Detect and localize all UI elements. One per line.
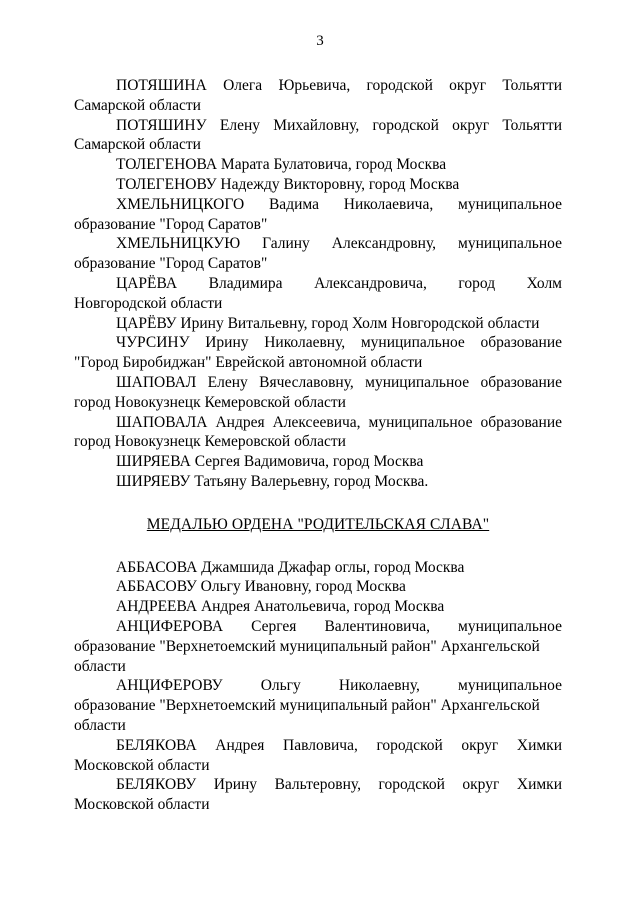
entry-continuation-line: Новгородской области [74,294,223,312]
list-item [74,333,562,373]
entry-first-line: ХМЕЛЬНИЦКУЮ Галину Александровну, муниципальное [116,235,562,253]
document-body [74,76,562,815]
list-item [74,472,562,492]
entry-continuation-line: город Новокузнецк Кемеровской области [74,433,346,451]
list-item [74,76,562,116]
entry-continuation-line: области [74,716,126,734]
entry-first-line: АББАСОВА Джамшида Джафар оглы, город Москва [116,558,465,576]
entry-continuation-line: Московской области [74,756,210,774]
entry-first-line: АНЦИФЕРОВУ Ольгу Николаевну, муниципальное [116,677,562,695]
entry-first-line: ШАПОВАЛ Елену Вячеславовну, муниципальное образование [116,373,562,391]
entry-first-line: ШИРЯЕВА Сергея Вадимовича, город Москва [116,453,424,471]
list-item [74,452,562,472]
entry-first-line: ХМЕЛЬНИЦКОГО Вадима Николаевича, муниципальное [116,195,562,213]
entry-first-line: БЕЛЯКОВУ Ирину Вальтеровну, городской округ Химки [116,776,562,794]
list-item [74,155,562,175]
list-item [74,274,562,314]
entry-continuation-line: образование "Город Саратов" [74,255,268,273]
entry-continuation-line: "Город Биробиджан" Еврейской автономной области [74,354,423,372]
list-item [74,413,562,453]
list-item [74,597,562,617]
list-item [74,676,562,735]
list-item [74,116,562,156]
list-item [74,195,562,235]
entry-first-line: ПОТЯШИНА Олега Юрьевича, городской округ Тольятти [116,77,562,94]
list-item [74,775,562,815]
entry-first-line: АНЦИФЕРОВА Сергея Валентиновича, муниципальное [116,617,562,635]
list-item [74,736,562,776]
list-item [74,558,562,578]
list-item [74,234,562,274]
award-list-2 [74,558,562,815]
entry-continuation-line: Московской области [74,796,210,814]
entry-continuation-line: Самарской области [74,136,201,154]
list-item [74,175,562,195]
entry-first-line: АББАСОВУ Ольгу Ивановну, город Москва [116,578,406,596]
entry-first-line: БЕЛЯКОВА Андрея Павловича, городской округ Химки [116,736,562,754]
entry-continuation-line: образование "Верхнетоемский муниципальный район" Архангельской [74,637,540,655]
entry-first-line: ЧУРСИНУ Ирину Николаевну, муниципальное образование [116,334,562,352]
entry-continuation-line: образование "Верхнетоемский муниципальный район" Архангельской [74,697,540,715]
entry-first-line: ТОЛЕГЕНОВА Марата Булатовича, город Москва [116,156,447,174]
entry-continuation-line: город Новокузнецк Кемеровской области [74,393,346,411]
list-item [74,617,562,676]
entry-first-line: АНДРЕЕВА Андрея Анатольевича, город Москва [116,598,445,616]
section-title: МЕДАЛЬЮ ОРДЕНА "РОДИТЕЛЬСКАЯ СЛАВА" [146,515,490,533]
page-number: 3 [316,33,324,49]
entry-continuation-line: образование "Город Саратов" [74,215,268,233]
entry-first-line: ТОЛЕГЕНОВУ Надежду Викторовну, город Москва [116,175,460,193]
entry-continuation-line: Самарской области [74,96,201,114]
entry-first-line: ШИРЯЕВУ Татьяну Валерьевну, город Москва. [116,472,429,490]
list-item [74,577,562,597]
entry-continuation-line: области [74,657,126,675]
entry-first-line: ШАПОВАЛА Андрея Алексеевича, муниципальное образование [116,413,562,431]
entry-first-line: ЦАРЁВА Владимира Александровича, город Холм [116,274,562,292]
entry-first-line: ПОТЯШИНУ Елену Михайловну, городской округ Тольятти [116,116,562,134]
entry-first-line: ЦАРЁВУ Ирину Витальевну, город Холм Новгородской области [116,314,540,332]
award-list-1 [74,76,562,492]
list-item [74,314,562,334]
list-item [74,373,562,413]
